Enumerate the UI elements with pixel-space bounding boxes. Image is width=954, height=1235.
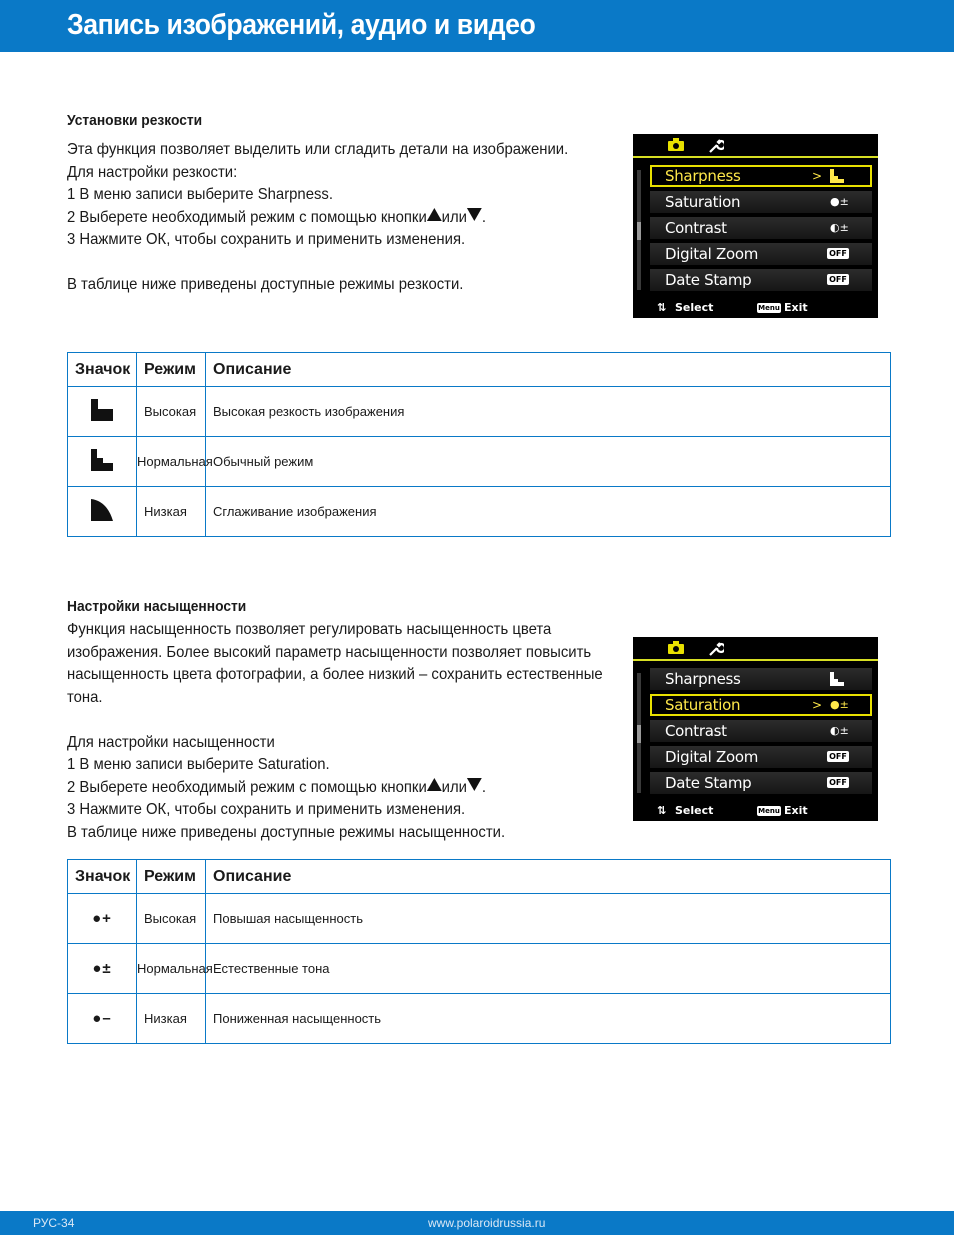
- divider: [633, 156, 878, 158]
- text-line: 3 Нажмите ОК, чтобы сохранить и применить изменения.: [67, 231, 466, 248]
- mode-cell: Нормальная: [137, 437, 206, 487]
- up-arrow-icon: [427, 778, 442, 791]
- up-arrow-icon: [427, 208, 442, 221]
- off-badge: OFF: [827, 777, 849, 788]
- sharpness-instructions: [67, 139, 568, 297]
- text-line: 3 Нажмите ОК, чтобы сохранить и применить изменения.: [67, 801, 466, 818]
- camera-icon: [668, 138, 684, 151]
- navigate-icon: ⇅: [657, 301, 667, 314]
- down-arrow-icon: [467, 208, 482, 221]
- divider: [633, 659, 878, 661]
- saturation-icon: ●±: [830, 195, 849, 208]
- saturation-modes-table: [67, 859, 891, 1044]
- menu-item-saturation[interactable]: Saturation ●±: [650, 191, 872, 213]
- saturation-high-icon: ●+: [92, 910, 112, 927]
- text-line: [67, 709, 603, 732]
- text-line: Для настройки насыщенности: [67, 733, 275, 751]
- mode-cell: Высокая: [137, 387, 206, 437]
- camera-tab-bar: [633, 134, 878, 156]
- sharpness-high-icon: [91, 399, 113, 421]
- camera-tab-bar: [633, 637, 878, 659]
- scroll-thumb: [637, 725, 641, 743]
- camera-hint-bar: ⇅ Select Menu Exit: [657, 301, 808, 314]
- camera-menu-screen-saturation: [633, 637, 878, 821]
- column-header: Значок: [68, 860, 137, 894]
- menu-item-digital-zoom[interactable]: Digital Zoom OFF: [650, 746, 872, 768]
- menu-item-date-stamp[interactable]: Date Stamp OFF: [650, 772, 872, 794]
- page-number: РУС-34: [33, 1216, 75, 1230]
- text-line: изображения. Более высокий параметр насыщенности позволяет повысить: [67, 643, 592, 661]
- contrast-icon: ◐±: [830, 724, 849, 737]
- scrollbar: [637, 170, 641, 290]
- description-cell: Обычный режим: [206, 437, 891, 487]
- menu-item-contrast[interactable]: Contrast ◐±: [650, 217, 872, 239]
- column-header: Значок: [68, 353, 137, 387]
- sharpness-normal-icon: [91, 449, 113, 471]
- table-row: [68, 894, 891, 944]
- scroll-thumb: [637, 222, 641, 240]
- table-row: [68, 437, 891, 487]
- saturation-icon: ●±: [830, 698, 849, 711]
- wrench-icon: [708, 138, 724, 153]
- menu-button-icon: Menu: [758, 807, 780, 815]
- menu-button-icon: Menu: [758, 304, 780, 312]
- description-cell: Естественные тона: [206, 944, 891, 994]
- description-cell: Сглаживание изображения: [206, 487, 891, 537]
- column-header: Описание: [206, 860, 891, 894]
- text-line: [67, 252, 568, 275]
- text-line: тона.: [67, 688, 103, 706]
- table-header-row: [68, 860, 891, 894]
- menu-item-date-stamp[interactable]: Date Stamp OFF: [650, 269, 872, 291]
- saturation-section-title: Настройки насыщенности: [67, 598, 247, 615]
- off-badge: OFF: [827, 274, 849, 285]
- table-row: [68, 387, 891, 437]
- column-header: Режим: [137, 860, 206, 894]
- saturation-normal-icon: ●±: [92, 960, 112, 977]
- text-line: Для настройки резкости:: [67, 163, 238, 181]
- page-header: [0, 0, 954, 52]
- text-line: Эта функция позволяет выделить или сгладить детали на изображении.: [67, 141, 569, 158]
- text-line: 1 В меню записи выберите Saturation.: [67, 756, 330, 773]
- menu-item-saturation[interactable]: Saturation > ●±: [650, 694, 872, 716]
- page-title: Запись изображений, аудио и видео: [67, 9, 536, 41]
- off-badge: OFF: [827, 248, 849, 259]
- sharpness-modes-table: [67, 352, 891, 537]
- column-header: Режим: [137, 353, 206, 387]
- camera-menu-screen-sharpness: [633, 134, 878, 318]
- navigate-icon: ⇅: [657, 804, 667, 817]
- saturation-low-icon: ●–: [92, 1010, 112, 1027]
- description-cell: Повышая насыщенность: [206, 894, 891, 944]
- table-row: [68, 994, 891, 1044]
- table-header-row: [68, 353, 891, 387]
- text-line: 2 Выберете необходимый режим с помощью кнопки или .: [67, 208, 486, 226]
- text-line: 2 Выберете необходимый режим с помощью кнопки или .: [67, 778, 486, 796]
- column-header: Описание: [206, 353, 891, 387]
- website-link[interactable]: www.polaroidrussia.ru: [428, 1216, 546, 1230]
- table-row: [68, 944, 891, 994]
- description-cell: Пониженная насыщенность: [206, 994, 891, 1044]
- text-line: В таблице ниже приведены доступные режимы насыщенности.: [67, 823, 506, 841]
- menu-item-sharpness[interactable]: Sharpness: [650, 668, 872, 690]
- mode-cell: Нормальная: [137, 944, 206, 994]
- text-line: 1 В меню записи выберите Sharpness.: [67, 186, 333, 203]
- mode-cell: Высокая: [137, 894, 206, 944]
- saturation-instructions: [67, 619, 603, 844]
- off-badge: OFF: [827, 751, 849, 762]
- text-line: насыщенность цвета фотографии, а более низкий – сохранить естественные: [67, 666, 603, 683]
- description-cell: Высокая резкость изображения: [206, 387, 891, 437]
- down-arrow-icon: [467, 778, 482, 791]
- menu-item-sharpness[interactable]: Sharpness >: [650, 165, 872, 187]
- text-line: Функция насыщенность позволяет регулировать насыщенность цвета: [67, 621, 552, 638]
- text-line: В таблице ниже приведены доступные режимы резкости.: [67, 276, 464, 293]
- menu-item-contrast[interactable]: Contrast ◐±: [650, 720, 872, 742]
- sharpness-normal-icon: [830, 169, 844, 183]
- menu-item-digital-zoom[interactable]: Digital Zoom OFF: [650, 243, 872, 265]
- camera-hint-bar: ⇅ Select Menu Exit: [657, 804, 808, 817]
- sharpness-normal-icon: [830, 672, 844, 686]
- mode-cell: Низкая: [137, 487, 206, 537]
- wrench-icon: [708, 641, 724, 656]
- contrast-icon: ◐±: [830, 221, 849, 234]
- camera-icon: [668, 641, 684, 654]
- sharpness-low-icon: [91, 499, 113, 521]
- page-footer: [0, 1211, 954, 1235]
- table-row: [68, 487, 891, 537]
- sharpness-section-title: Установки резкости: [67, 112, 203, 129]
- scrollbar: [637, 673, 641, 793]
- mode-cell: Низкая: [137, 994, 206, 1044]
